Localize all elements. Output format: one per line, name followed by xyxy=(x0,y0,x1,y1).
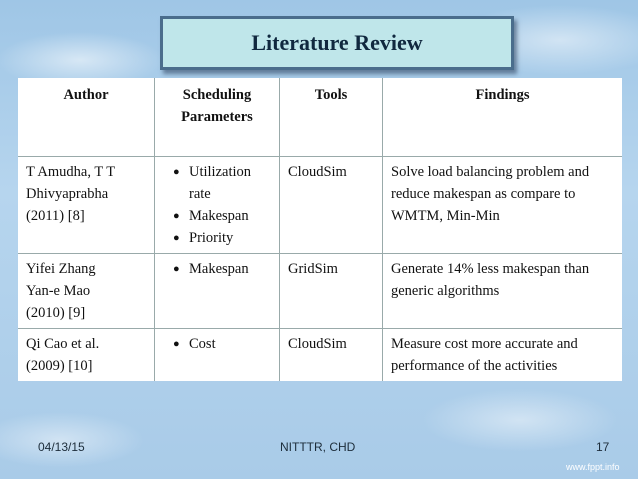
cell-author xyxy=(18,157,155,254)
author-line: Dhivyaprabha xyxy=(26,186,109,202)
slide-title: Literature Review xyxy=(251,30,423,55)
cell-author xyxy=(18,254,155,329)
footer-date: 04/13/15 xyxy=(38,440,85,454)
slide-title-box xyxy=(160,16,514,70)
header-scheduling-parameters: Scheduling Parameters xyxy=(155,78,280,157)
author-line: Yifei Zhang xyxy=(26,261,96,277)
table-header-row xyxy=(18,78,622,157)
header-findings: Findings xyxy=(475,87,530,103)
cell-findings: Generate 14% less makespan than generic algorithms xyxy=(383,254,623,329)
literature-table xyxy=(18,78,622,381)
watermark-link[interactable]: www.fppt.info xyxy=(566,462,620,472)
cell-tool: GridSim xyxy=(280,254,383,329)
footer-page-number: 17 xyxy=(596,440,610,454)
param-item: ● Makespan xyxy=(177,205,271,227)
param-item: ● Makespan xyxy=(177,258,271,280)
author-line: T Amudha, T T xyxy=(26,164,116,180)
table-row xyxy=(18,329,622,382)
author-line: (2010) [9] xyxy=(26,305,86,321)
header-tools: Tools xyxy=(280,78,383,157)
cell-params xyxy=(155,157,280,254)
footer-institution: NITTTR, CHD xyxy=(280,440,356,454)
author-line: (2011) [8] xyxy=(26,208,85,224)
cell-findings: Solve load balancing problem and reduce makespan as compare to WMTM, Min-Min xyxy=(383,157,623,254)
cell-findings: Measure cost more accurate and performance of the activities xyxy=(383,329,623,382)
cell-params xyxy=(155,254,280,329)
header-author: Author xyxy=(18,78,155,157)
param-item: ● Priority xyxy=(177,227,271,249)
table-row xyxy=(18,157,622,254)
cell-params xyxy=(155,329,280,382)
param-item: ● Utilization rate xyxy=(177,161,271,205)
author-line: Yan-e Mao xyxy=(26,283,91,299)
table-row xyxy=(18,254,622,329)
cell-tool: CloudSim xyxy=(280,329,383,382)
cell-author xyxy=(18,329,155,382)
author-line: Qi Cao et al. xyxy=(26,336,100,352)
cell-tool: CloudSim xyxy=(280,157,383,254)
param-item: ● Cost xyxy=(177,333,271,355)
author-line: (2009) [10] xyxy=(26,358,93,374)
